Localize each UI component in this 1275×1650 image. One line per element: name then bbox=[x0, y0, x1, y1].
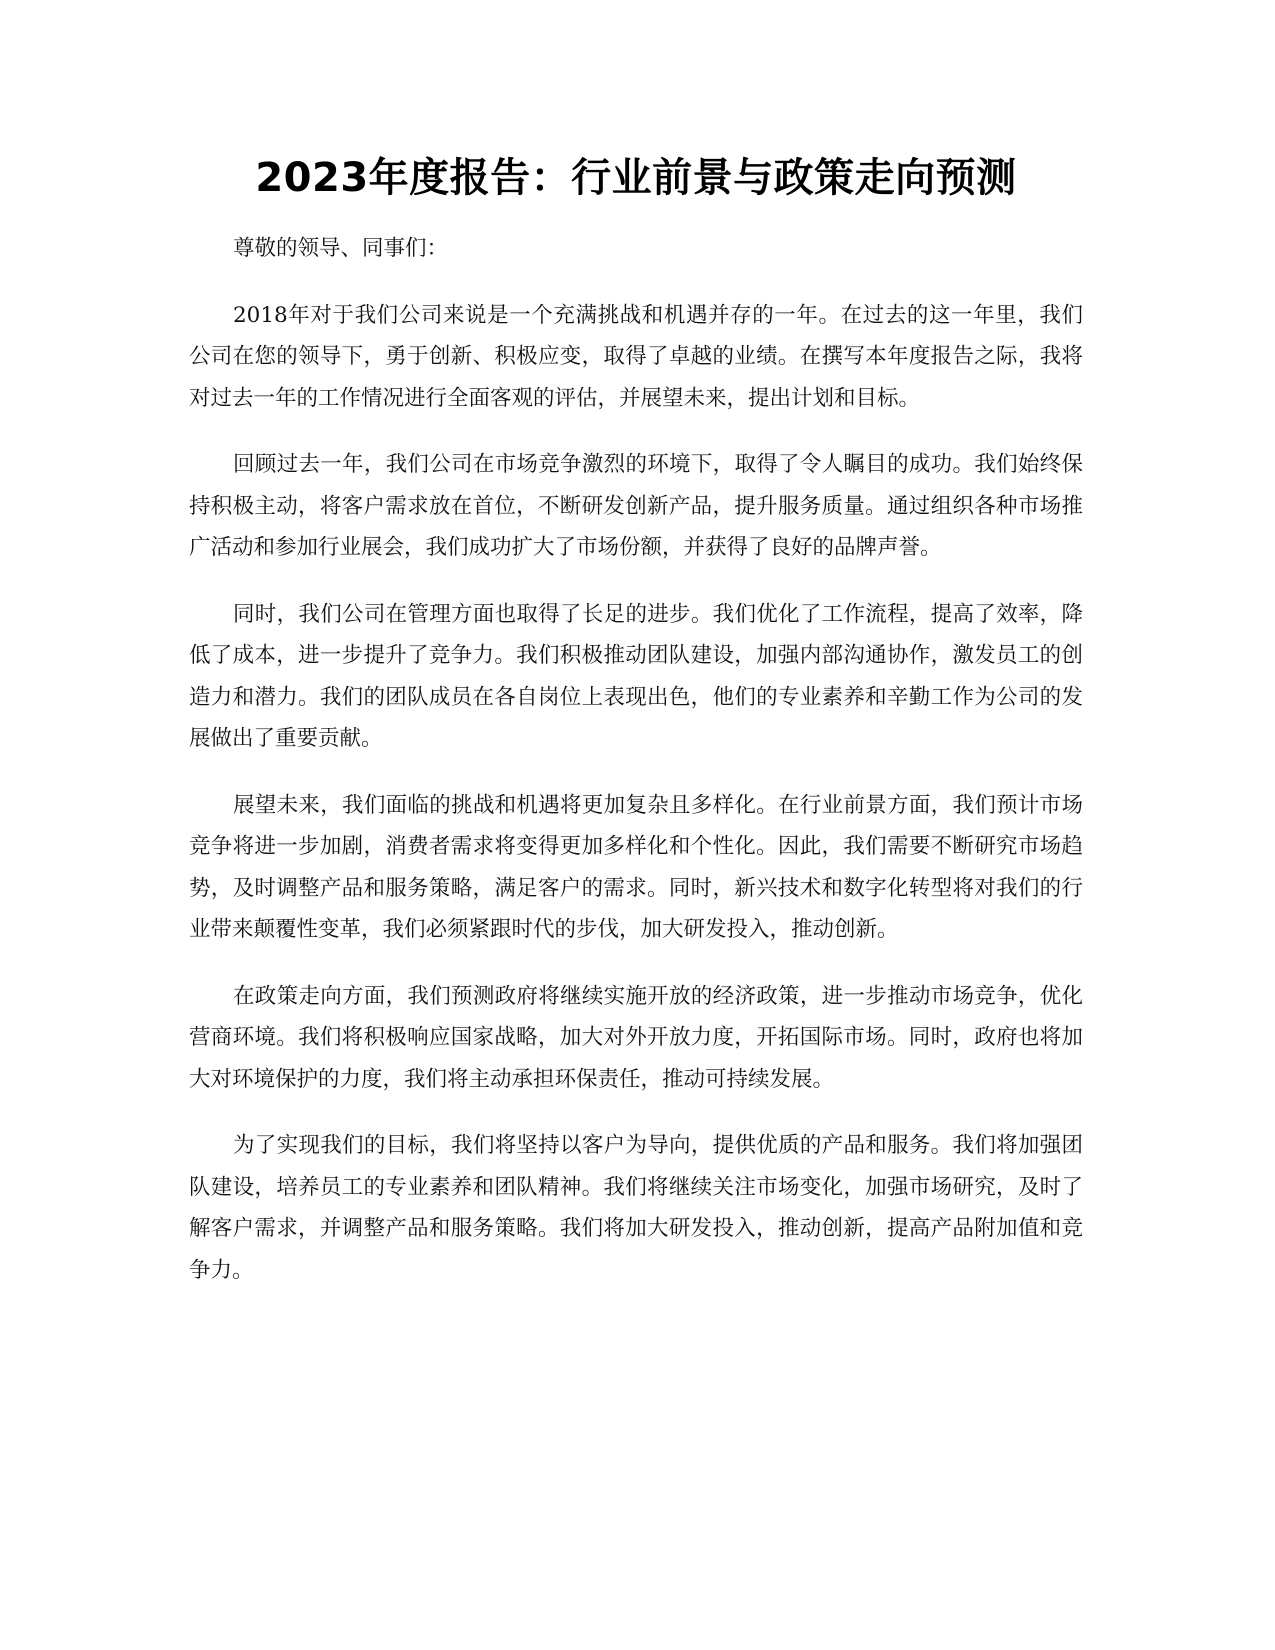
body-paragraph: 回顾过去一年，我们公司在市场竞争激烈的环境下，取得了令人瞩目的成功。我们始终保持积极主动，将客户需求放在首位，不断研发创新产品，提升服务质量。通过组织各种市场推广活动和参加行业展会，我们成功扩大了市场份额，并获得了良好的品牌声誉。 bbox=[189, 452, 1083, 560]
body-paragraph: 展望未来，我们面临的挑战和机遇将更加复杂且多样化。在行业前景方面，我们预计市场竞争将进一步加剧，消费者需求将变得更加多样化和个性化。因此，我们需要不断研究市场趋势，及时调整产品和服务策略，满足客户的需求。同时，新兴技术和数字化转型将对我们的行业带来颠覆性变革，我们必须紧跟时代的步伐，加大研发投入，推动创新。 bbox=[189, 792, 1083, 942]
document-body bbox=[189, 228, 1083, 1291]
body-paragraph: 2018年对于我们公司来说是一个充满挑战和机遇并存的一年。在过去的这一年里，我们公司在您的领导下，勇于创新、积极应变，取得了卓越的业绩。在撰写本年度报告之际，我将对过去一年的工作情况进行全面客观的评估，并展望未来，提出计划和目标。 bbox=[189, 302, 1083, 411]
body-paragraph: 为了实现我们的目标，我们将坚持以客户为导向，提供优质的产品和服务。我们将加强团队建设，培养员工的专业素养和团队精神。我们将继续关注市场变化，加强市场研究，及时了解客户需求，并调整产品和服务策略。我们将加大研发投入，推动创新，提高产品附加值和竞争力。 bbox=[189, 1133, 1083, 1283]
document-title: 2023年度报告：行业前景与政策走向预测 bbox=[255, 155, 1017, 201]
salutation-paragraph: 尊敬的领导、同事们： bbox=[233, 236, 449, 261]
body-paragraph: 同时，我们公司在管理方面也取得了长足的进步。我们优化了工作流程，提高了效率，降低了成本，进一步提升了竞争力。我们积极推动团队建设，加强内部沟通协作，激发员工的创造力和潜力。我们的团队成员在各自岗位上表现出色，他们的专业素养和辛勤工作为公司的发展做出了重要贡献。 bbox=[189, 601, 1083, 751]
body-paragraph: 在政策走向方面，我们预测政府将继续实施开放的经济政策，进一步推动市场竞争，优化营商环境。我们将积极响应国家战略，加大对外开放力度，开拓国际市场。同时，政府也将加大对环境保护的力度，我们将主动承担环保责任，推动可持续发展。 bbox=[189, 983, 1083, 1092]
